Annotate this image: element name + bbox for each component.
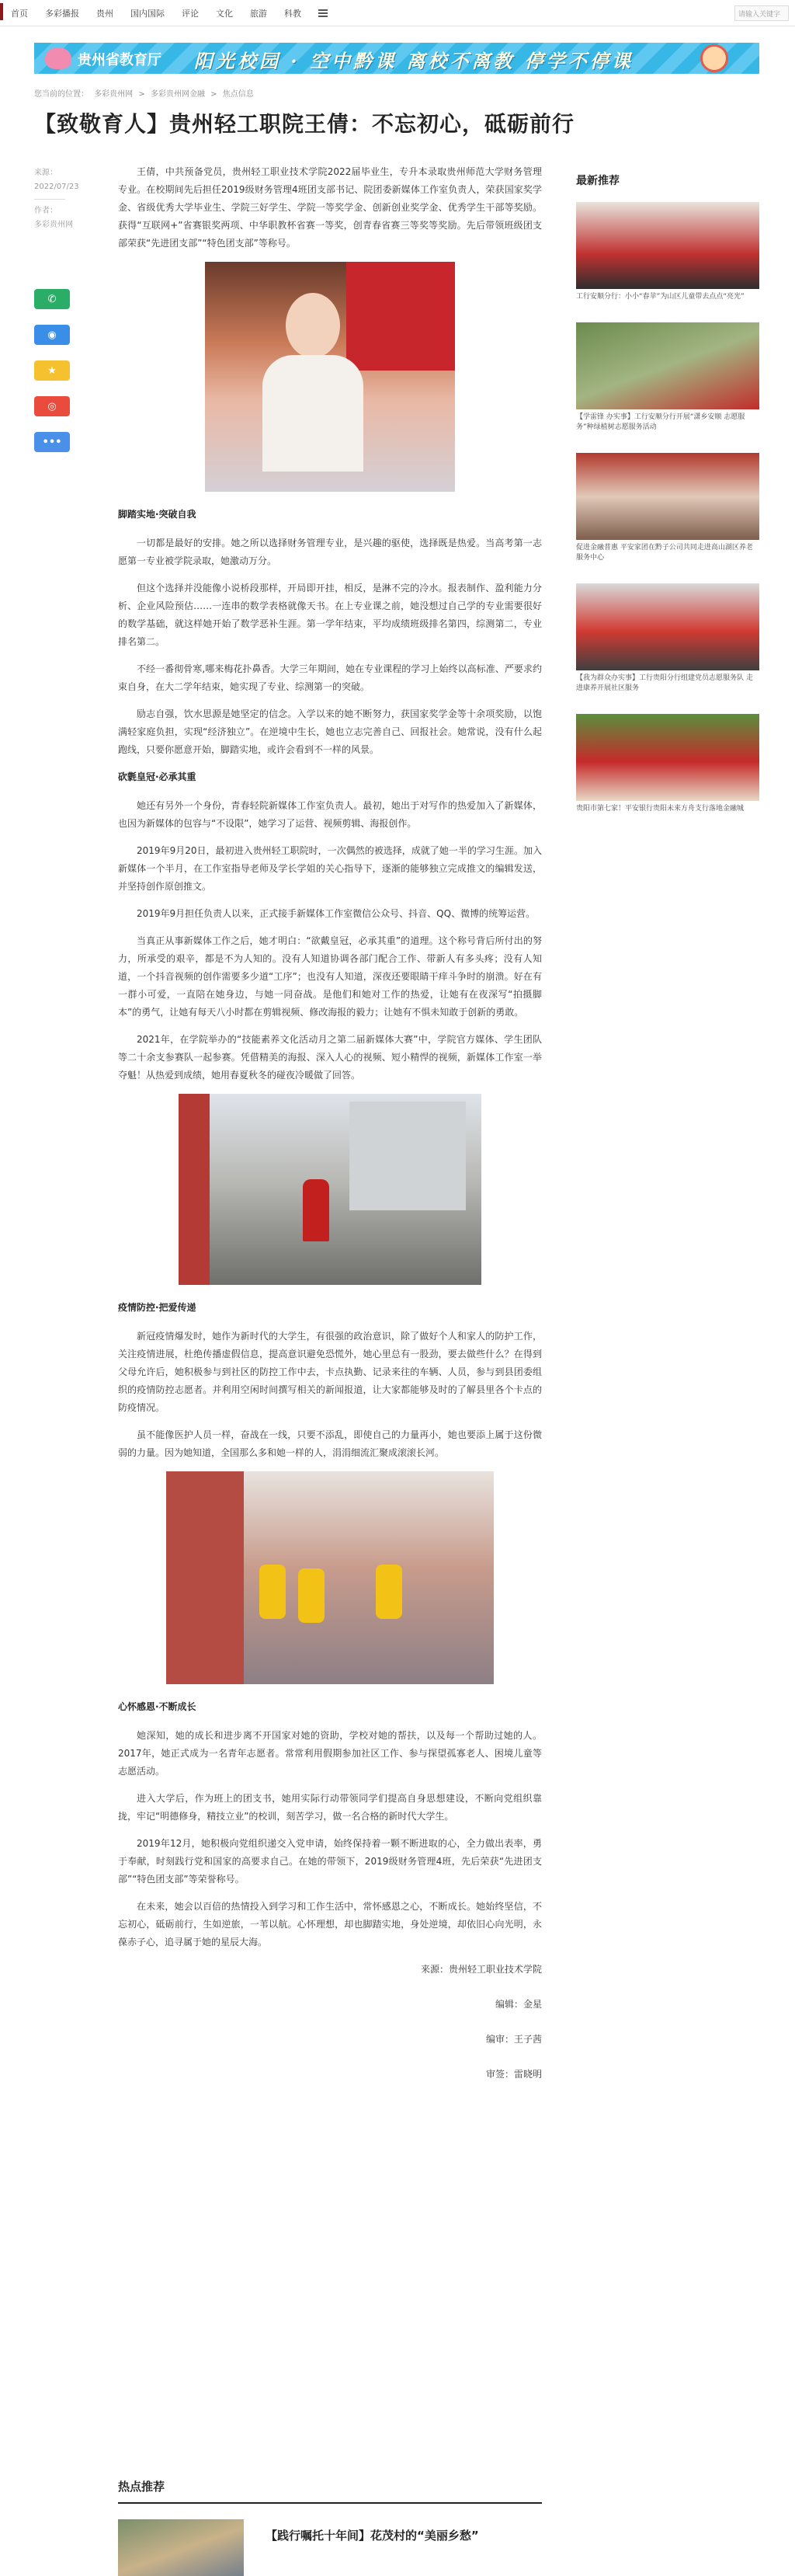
- sidebar: [576, 172, 759, 834]
- paragraph: 但这个选择并没能像小说桥段那样，开局即开挂，相反，是淋不完的冷水。报表制作、盈利能力分析、企业风险预估……一连串的数学表格就像天书。在上专业课之前，她没想过自己学的专业需要很好的数学基础，就这样她开始了数学恶补生涯。第一学年结束，平均成绩班级排名第四，综测第二，专业排名第二。: [118, 583, 542, 647]
- nav-item-travel[interactable]: 旅游: [250, 9, 267, 19]
- breadcrumb-link-focus[interactable]: 焦点信息: [222, 90, 254, 99]
- qq-icon: ◉: [47, 329, 57, 341]
- nav-item-education[interactable]: 科教: [284, 9, 301, 19]
- breadcrumb-link-home[interactable]: 多彩贵州网: [94, 90, 134, 99]
- share-qzone-button[interactable]: [34, 360, 70, 381]
- photo-backdrop: [346, 262, 455, 371]
- sidebar-card[interactable]: [576, 202, 759, 302]
- sidebar-card-image: [576, 453, 759, 540]
- section-heading: 脚踏实地·突破自我: [118, 509, 196, 520]
- share-qq-button[interactable]: [34, 325, 70, 345]
- banner-character: [700, 44, 728, 72]
- nav-item-world[interactable]: 国内国际: [130, 9, 165, 19]
- photo-volunteer: [259, 1565, 286, 1619]
- nav-item-news[interactable]: 多彩播报: [45, 9, 79, 19]
- share-weibo-button[interactable]: [34, 396, 70, 416]
- hot-item[interactable]: [118, 2519, 542, 2576]
- sidebar-card-image: [576, 202, 759, 289]
- paragraph: 新冠疫情爆发时，她作为新时代的大学生，有很强的政治意识，除了做好个人和家人的防护工作，关注疫情进展，杜绝传播虚假信息，提高意识避免恐慌外，她心里总有一股劲，要去做些什么？在得到父母允许后，她积极参与到社区的防控工作中去，卡点执勤、记录来往的车辆、人员，参与到县团委组织的疫情防控志愿者。并利用空闲时间撰写相关的新闻报道，让大家都能够及时的了解县里各个卡点的防疫情况。: [118, 1331, 542, 1413]
- signature-editor: 编辑：金星: [495, 1999, 542, 2010]
- menu-icon[interactable]: [318, 9, 328, 17]
- sidebar-card[interactable]: [576, 453, 759, 563]
- nav-item-comment[interactable]: 评论: [182, 9, 199, 19]
- nav-item-home[interactable]: 首页: [11, 9, 28, 19]
- nav-items: [11, 0, 345, 26]
- sidebar-card-caption: 促进金融普惠 平安家团在黔子公司共同走进高山湖区养老服务中心: [576, 544, 753, 562]
- breadcrumb-link-finance[interactable]: 多彩贵州网金融: [150, 90, 205, 99]
- sidebar-card-image: [576, 583, 759, 670]
- more-icon: •••: [42, 436, 62, 448]
- paragraph: 虽不能像医护人员一样，奋战在一线，只要不添乱，即使自己的力量再小，她也要添上属于这份微弱的力量。因为她知道，全国那么多和她一样的人，涓涓细流汇聚成滚滚长河。: [118, 1429, 542, 1458]
- article-meta: [34, 166, 96, 232]
- paragraph: 她还有另外一个身份，青春轻院新媒体工作室负责人。最初，她出于对写作的热爱加入了新媒体，也因为新媒体的包容与“不设限”，她学习了运营、视频剪辑、海报创作。: [118, 800, 542, 829]
- section-heading: 砍氋皇冠·必承其重: [118, 771, 196, 782]
- sidebar-title: 最新推荐: [576, 175, 620, 187]
- promo-banner[interactable]: [34, 43, 759, 74]
- article-body: [118, 163, 542, 2101]
- paragraph: 2019年9月20日，最初进入贵州轻工职院时，一次偶然的被选择，成就了她一半的学习生涯。加入新媒体一个半月，在工作室指导老师及学长学姐的关心指导下，逐渐的能够独立完成推文的编辑发送，并坚持创作原创推文。: [118, 845, 542, 892]
- article-photo-street: [179, 1094, 481, 1285]
- sidebar-card[interactable]: [576, 714, 759, 814]
- qzone-icon: ★: [47, 364, 57, 377]
- photo-face: [286, 293, 340, 358]
- sidebar-card-image: [576, 322, 759, 409]
- hot-section: [118, 2478, 542, 2576]
- sidebar-card[interactable]: [576, 322, 759, 433]
- publisher: 多彩贵州网: [34, 221, 73, 229]
- signature-reviewer: 编审：王子茜: [485, 2034, 542, 2045]
- sidebar-card-caption: 贵阳市第七家！平安银行贵阳未来方舟支行落地金融城: [576, 805, 745, 813]
- photo-person: [303, 1179, 329, 1241]
- hot-title: 热点推荐: [118, 2478, 542, 2504]
- nav-item-culture[interactable]: 文化: [216, 9, 233, 19]
- signature-auditor: 审签：雷晓明: [485, 2069, 542, 2080]
- section-heading: 疫情防控·把爱传递: [118, 1302, 196, 1313]
- breadcrumb-sep: >: [210, 90, 217, 99]
- sidebar-card-caption: 【我为群众办实事】工行贵阳分行组建党员志愿服务队 走进康养开展社区服务: [576, 674, 753, 692]
- sidebar-card[interactable]: [576, 583, 759, 694]
- banner-right-text: 阳光校园 · 空中黔课 离校不离教 停学不停课: [194, 50, 634, 72]
- paragraph: 2021年，在学院举办的“技能素养文化活动月之第二届新媒体大赛”中，学院官方媒体、学生团队等二十余支参赛队一起参赛。凭借精美的海报、深入人心的视频、短小精悍的视频，新媒体工作室一举夺魁！从热爱到成绩，她用春夏秋冬的碰夜冷暖做了回答。: [118, 1034, 542, 1081]
- paragraph: 她深知，她的成长和进步离不开国家对她的资助，学校对她的帮扶，以及每一个帮助过她的人。2017年，她正式成为一名青年志愿者。常常利用假期参加社区工作、参与探望孤寡老人、困境儿童等志愿活动。: [118, 1730, 542, 1777]
- weibo-icon: ◎: [47, 400, 57, 413]
- share-wechat-button[interactable]: [34, 289, 70, 309]
- banner-decoration: [45, 47, 71, 69]
- brand-strip: [0, 3, 3, 20]
- paragraph: 2019年12月，她积极向党组织递交入党申请，始终保持着一颗不断进取的心，全力做出表率，勇于奉献，时刻践行党和国家的高要求自己。在她的带领下，2019级财务管理4班，先后荣获“先进团支部”“特色团支部”等荣誉称号。: [118, 1838, 542, 1885]
- hot-item-title: 【践行嘱托十年间】花茂村的“美丽乡愁”: [266, 2529, 479, 2543]
- photo-volunteer: [376, 1565, 402, 1619]
- paragraph: 进入大学后，作为班上的团支书，她用实际行动带领同学们提高自身思想建设，不断向党组织靠拢，牢记“明德修身，精技立业”的校训，刻苦学习，做一名合格的新时代大学生。: [118, 1793, 542, 1822]
- paragraph: 不经一番彻骨寒,哪来梅花扑鼻香。大学三年期间，她在专业课程的学习上始终以高标准、严要求约束自身，在大二学年结束，她实现了专业、综测第一的突破。: [118, 663, 542, 692]
- section-heading: 心怀感恩·不断成长: [118, 1701, 196, 1712]
- sidebar-card-caption: 工行安顺分行：小小“春苹”为山区儿童带去点点“亮光”: [576, 293, 745, 301]
- sidebar-card-image: [576, 714, 759, 801]
- nav-item-guizhou[interactable]: 贵州: [96, 9, 113, 19]
- paragraph: 在未来，她会以百倍的热情投入到学习和工作生活中，常怀感恩之心，不断成长。她始终坚信，不忘初心，砥砺前行，生如逆旅，一苇以航。心怀理想，却也脚踏实地，身处逆境，却依旧心向光明，永葆赤子心，追寻属于她的星辰大海。: [118, 1901, 542, 1948]
- breadcrumb-sep: >: [138, 90, 145, 99]
- paragraph: 一切都是最好的安排。她之所以选择财务管理专业，是兴趣的驱使，选择既是热爱。当高考第一志愿第一专业被学院录取，她激动万分。: [118, 538, 542, 566]
- publish-date: 2022/07/23: [34, 183, 79, 191]
- page-title: 【致敬育人】贵州轻工职院王倩：不忘初心，砥砺前行: [34, 111, 575, 137]
- breadcrumb-label: 您当前的位置：: [34, 90, 89, 99]
- photo-gate: [179, 1094, 210, 1285]
- top-nav: [0, 0, 795, 26]
- source-label: 来源：: [34, 169, 57, 177]
- meta-divider: [34, 199, 65, 200]
- article-photo-volunteers: [166, 1471, 494, 1684]
- wechat-icon: ✆: [47, 293, 57, 305]
- paragraph: 王倩，中共预备党员，贵州轻工职业技术学院2022届毕业生，专升本录取贵州师范大学财务管理专业。在校期间先后担任2019级财务管理4班团支部书记、院团委新媒体工作室负责人，荣获国家奖学金、省级优秀大学毕业生、学院三好学生、学院一等奖学金、创新创业奖学金、优秀学生干部等奖励。获得“互联网+”省赛银奖两项、中华职教杯省赛一等奖，创青春省赛三等奖等奖励。先后带领班级团支部荣获“先进团支部”“特色团支部”等称号。: [118, 166, 542, 249]
- paragraph: 2019年9月担任负责人以来，正式接手新媒体工作室微信公众号、抖音、QQ、微博的统筹运营。: [137, 908, 536, 919]
- paragraph: 当真正从事新媒体工作之后，她才明白：“欲戴皇冠，必承其重”的道理。这个称号背后所付出的努力，所承受的艰辛，都是不为人知的。没有人知道协调各部门配合工作、带新人有多头疼；没有人知道，一个抖音视频的创作需要多少道“工序”；也没有人知道，深夜还要眼睛干痒斗争时的崩溃。好在有一群小可爱，一直陪在她身边，与她一同奋战。是他们和她对工作的热爱，让她有在夜深写“拍摄脚本”的勇气，让她有每天八小时都在剪辑视频、修改海报的毅力；让她有不惧未知敢于创新的勇敢。: [118, 935, 542, 1018]
- banner-left-text: 贵州省教育厅: [78, 52, 161, 68]
- photo-volunteer: [298, 1568, 325, 1623]
- paragraph: 励志自强，饮水思源是她坚定的信念。入学以来的她不断努力，获国家奖学金等十余项奖励，以饱满轻家庭负担，实现“经济独立”。在逆境中生长，她也立志完善自己、回报社会。她常说，没有什么起跑线，只要你愿意开始，脚踏实地，或许会看到不一样的风景。: [118, 708, 542, 755]
- sidebar-card-caption: 【学雷锋 办实事】工行安顺分行开展“潇乡安顺 志愿服务”种绿植树志愿服务活动: [576, 413, 745, 431]
- breadcrumb: [34, 87, 257, 99]
- photo-building: [349, 1102, 466, 1210]
- search-input[interactable]: 请输入关键字: [734, 5, 789, 21]
- author-label: 作者：: [34, 207, 57, 215]
- signature-source: 来源：贵州轻工职业技术学院: [420, 1964, 542, 1975]
- photo-wall: [166, 1471, 244, 1684]
- photo-body: [262, 355, 363, 472]
- hot-item-image: [118, 2519, 244, 2576]
- article-photo-portrait: [205, 262, 455, 492]
- share-more-button[interactable]: [34, 432, 70, 452]
